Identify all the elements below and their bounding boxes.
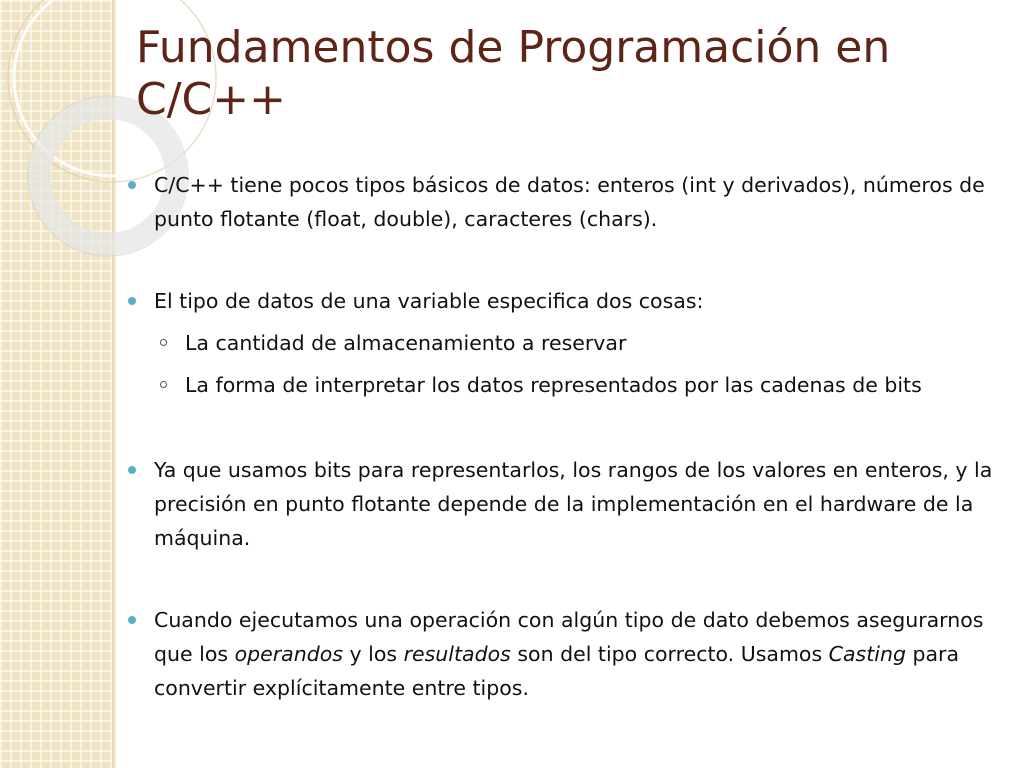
sub-bullet-text: La cantidad de almacenamiento a reservar [185,331,627,355]
slide-title: Fundamentos de Programación en C/C++ [136,22,891,125]
bullet-text-part: Cuando ejecutamos una operación con algún tipo de dato debemos asegurarnos que los [154,608,984,666]
sub-bullet-item [124,368,1014,402]
emphasis-casting: Casting [828,642,906,666]
sub-bullet-text: La forma de interpretar los datos representados por las cadenas de bits [185,373,922,397]
bullet-text: El tipo de datos de una variable especifica dos cosas: [154,289,704,313]
filled-circle-bullet-icon [128,616,136,624]
filled-circle-bullet-icon [128,181,136,189]
hollow-circle-bullet-icon [160,339,167,346]
filled-circle-bullet-icon [128,466,136,474]
bullet-item [124,603,1014,705]
bullet-item [124,284,1014,318]
slide-content [124,168,1014,705]
bullet-text-part: son del tipo correcto. Usamos [510,642,829,666]
bullet-item [124,453,1014,555]
bullet-item [124,168,1014,236]
sub-bullet-item [124,326,1014,360]
hollow-circle-bullet-icon [160,381,167,388]
bullet-text: C/C++ tiene pocos tipos básicos de datos: enteros (int y derivados), números de punto flotante (float, double), caracteres (chars). [154,173,985,231]
emphasis-operandos: operandos [234,642,343,666]
bullet-text-part: y los [342,642,404,666]
bullet-text: Ya que usamos bits para representarlos, los rangos de los valores en enteros, y la precisión en punto flotante depende de la implementación en el hardware de la máquina. [154,458,993,550]
filled-circle-bullet-icon [128,297,136,305]
bullet-text [154,608,983,700]
bullet-text-part: para convertir explícitamente entre tipos. [154,642,960,700]
emphasis-resultados: resultados [403,642,511,666]
